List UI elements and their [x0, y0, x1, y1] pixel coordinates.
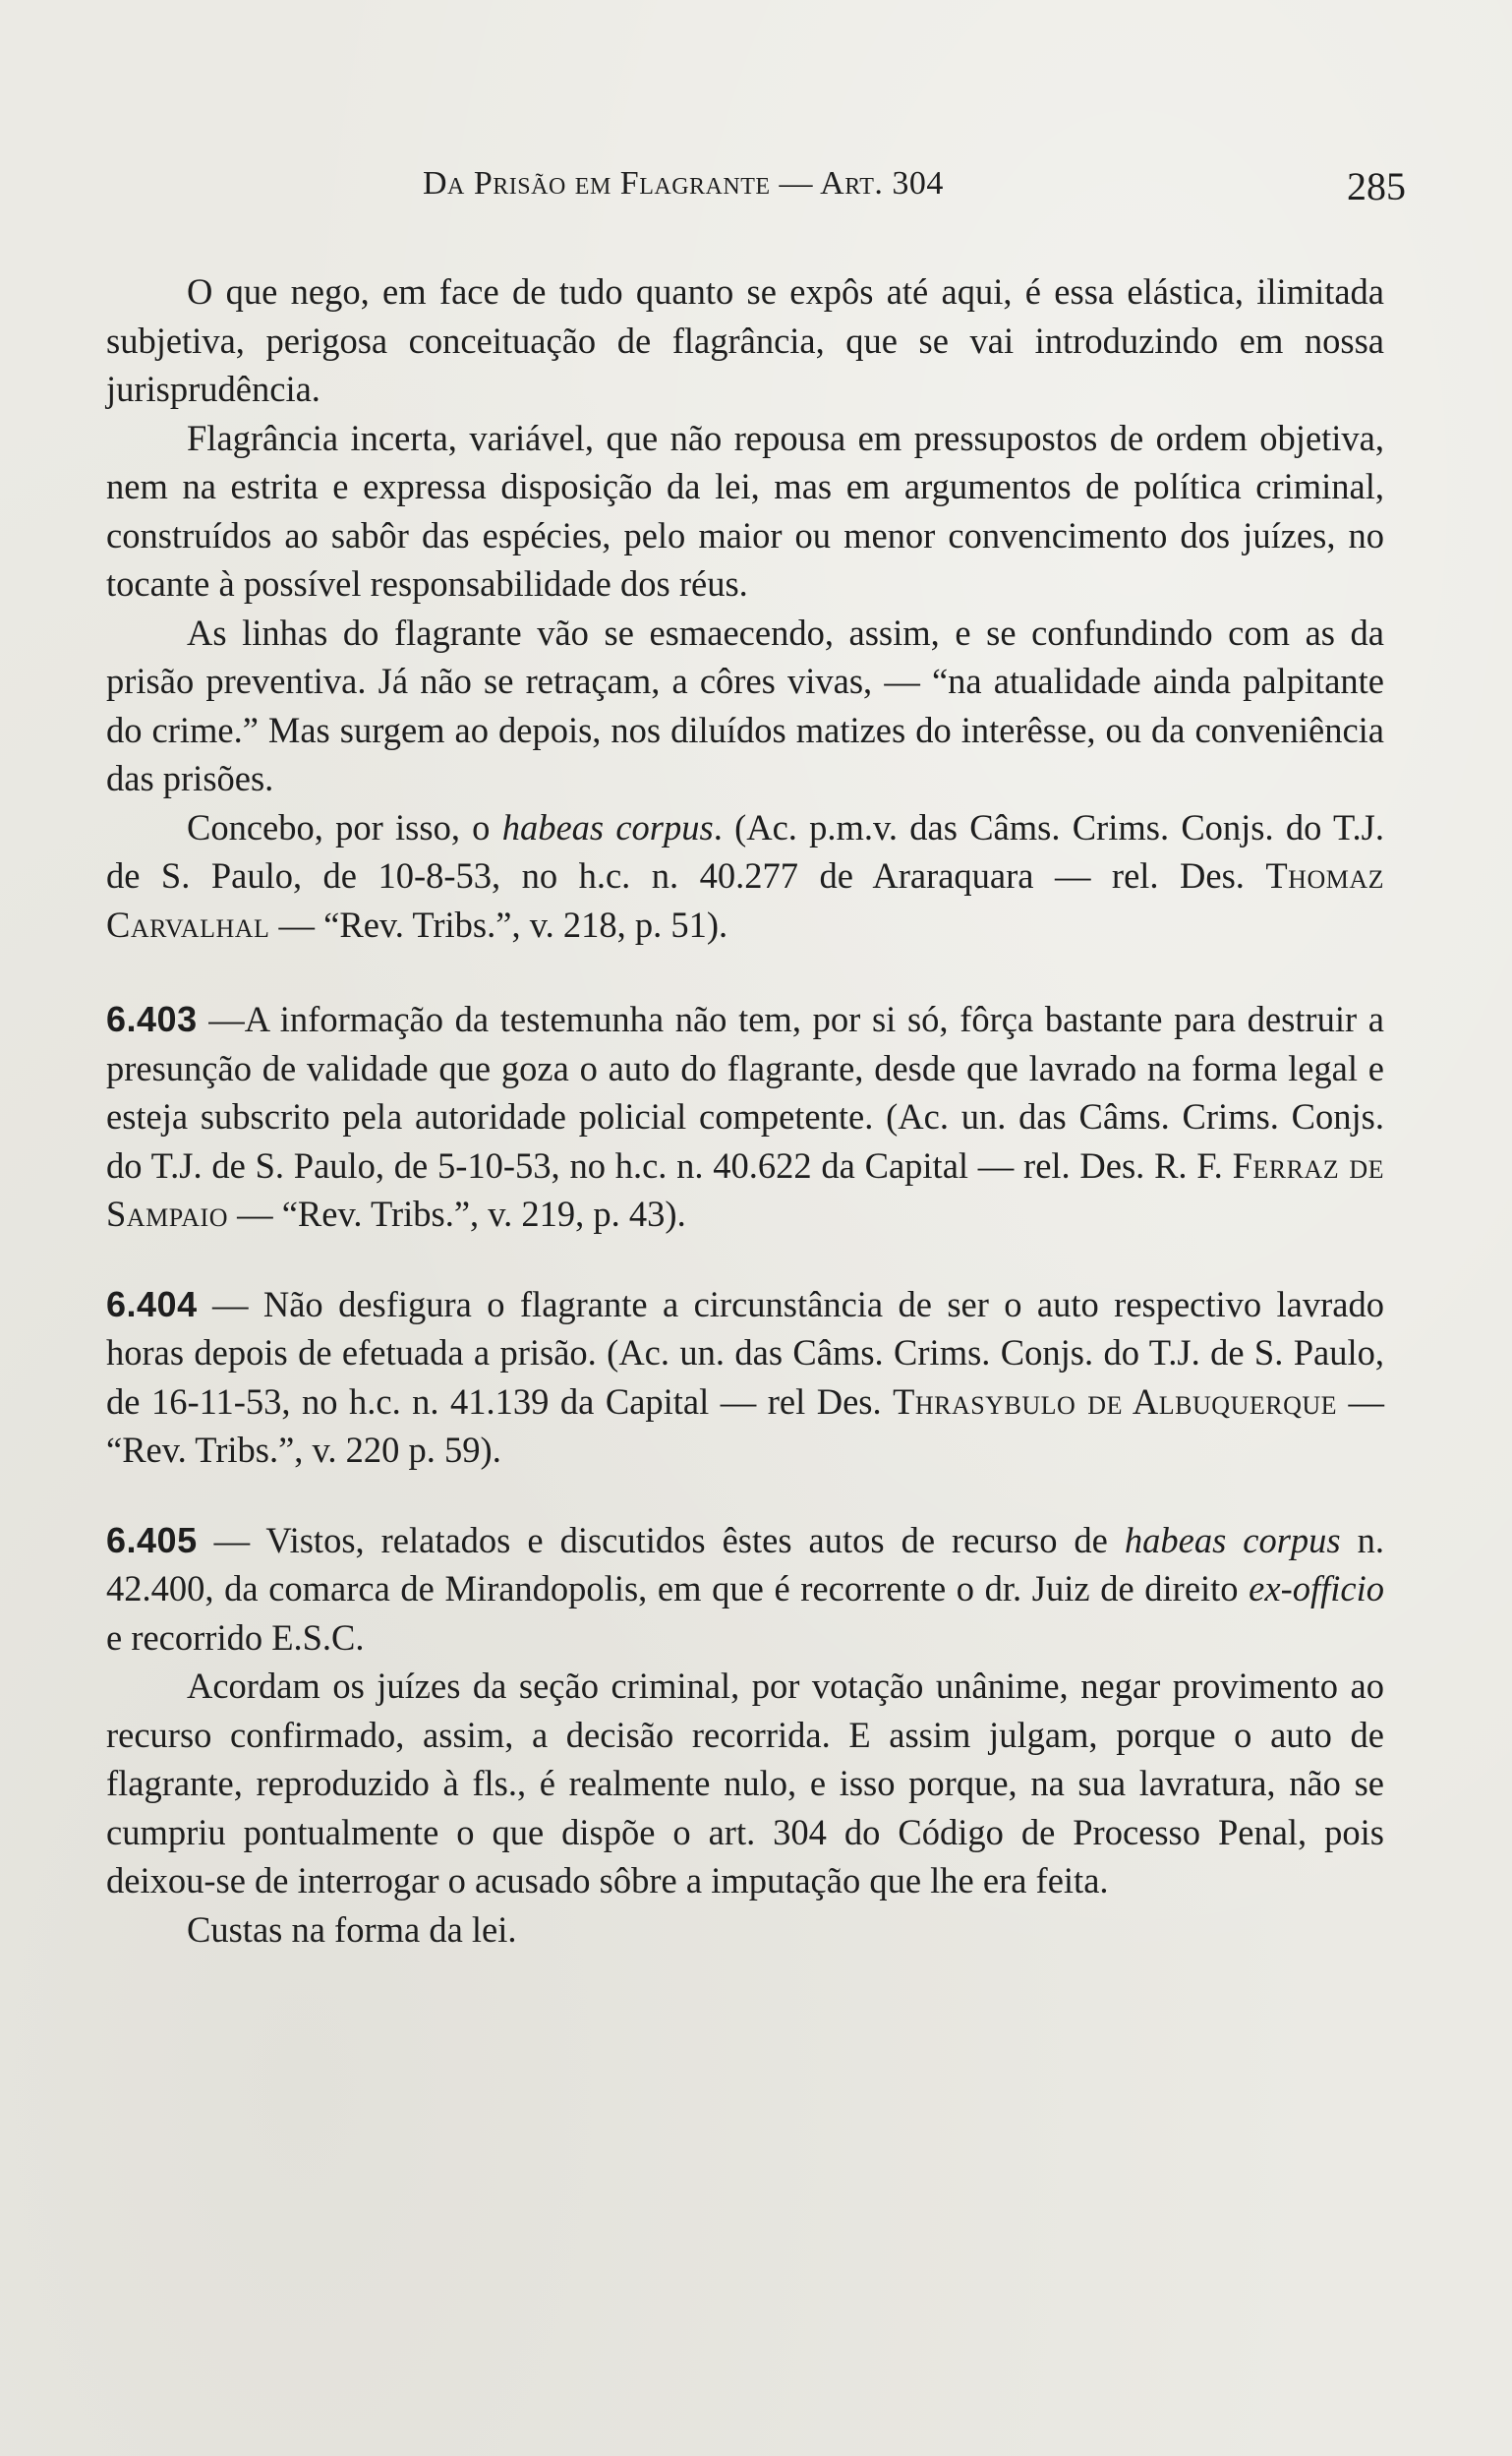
entry-number: 6.405 [106, 1519, 198, 1560]
paragraph-3: As linhas do flagrante vão se esmaecendo, assim, e se confundindo com as da prisão preventiva. Já não se retraçam, a côres vivas, — “na atualidade ainda palpitante do crime.” Mas surgem ao depois, nos diluídos matizes do interêsse, ou da conveniência das prisões. [106, 612, 1384, 798]
rapporteur-name: Thrasybulo de Albuquerque [893, 1380, 1338, 1422]
page-body [106, 267, 1384, 1954]
entry-number: 6.404 [106, 1283, 198, 1324]
rapporteur-name: Ferraz de Sampaio [106, 1144, 1384, 1234]
paragraph-5: Acordam os juízes da seção criminal, por votação unânime, negar provimento ao recurso confirmado, assim, a decisão recorrida. E assim julgam, porque o auto de flagrante, reproduzido à fls., é realmente nulo, e isso porque, na sua lavratura, não se cumpriu pontualmente o que dispõe o art. 304 do Código de Processo Penal, pois deixou-se de interrogar o acusado sôbre a imputação que lhe era feita. [106, 1666, 1384, 1900]
entry-tail: — “Rev. Tribs.”, v. 220 p. 59). [106, 1380, 1385, 1470]
page-header [423, 157, 1406, 216]
paragraph-4-lead: Concebo, por isso, o [187, 806, 502, 848]
paragraph-1: O que nego, em face de tudo quanto se expôs até aqui, é essa elástica, ilimitada subjetiva, perigosa conceituação de flagrância, que se vai introduzindo em nossa jurisprudência. [106, 271, 1384, 409]
running-head: Da Prisão em Flagrante — Art. 304 [423, 165, 944, 202]
entry-tail: e recorrido E.S.C. [106, 1616, 365, 1658]
entry-tail: — “Rev. Tribs.”, v. 219, p. 43). [227, 1194, 686, 1234]
paragraph-6: Custas na forma da lei. [187, 1908, 517, 1950]
habeas-corpus-italic: habeas corpus [501, 806, 714, 848]
paragraph-4 [106, 803, 1384, 950]
habeas-corpus-italic: habeas corpus [1124, 1519, 1341, 1560]
entry-text: — Vistos, relatados e discutidos êstes autos de recurso de [197, 1519, 1125, 1560]
entry-6404 [106, 1280, 1384, 1475]
entry-number: 6.403 [106, 999, 198, 1039]
entry-6405 [106, 1516, 1384, 1663]
rapporteur-name: Thomaz Carvalhal [106, 855, 1384, 945]
entry-text: — Não desfigura o flagrante a circunstância de ser o auto respectivo lavrado horas depois de efetuada a prisão. (Ac. un. das Câms. Crims. Conjs. do T.J. de S. Paulo, de 16-11-53, no h.c. n. 41.139 da Capital — rel Des. [106, 1283, 1384, 1422]
entry-text-mid: n. 42.400, da comarca de Mirandopolis, em que é recorrente o dr. Juiz de direito [106, 1519, 1385, 1608]
page-number: 285 [1347, 164, 1406, 208]
entry-6403 [106, 995, 1384, 1239]
ex-officio-italic: ex-officio [1249, 1568, 1384, 1608]
entry-text: —A informação da testemunha não tem, por si só, fôrça bastante para destruir a presunção de validade que goza o auto do flagrante, desde que lavrado na forma legal e esteja subscrito pela autoridade policial competente. (Ac. un. das Câms. Crims. Conjs. do T.J. de S. Paulo, de 5-10-53, no h.c. n. 40.622 da Capital — rel. Des. R. F. [106, 999, 1384, 1186]
paragraph-4-citation: . (Ac. p.m.v. das Câms. Crims. Conjs. do T.J. de S. Paulo, de 10-8-53, no h.c. n. 40.277 de Araraquara — rel. Des. [106, 806, 1385, 896]
paragraph-4-tail: — “Rev. Tribs.”, v. 218, p. 51). [269, 904, 728, 945]
paragraph-2: Flagrância incerta, variável, que não repousa em pressupostos de ordem objetiva, nem na estrita e expressa disposição da lei, mas em argumentos de política criminal, construídos ao sabôr das espécies, pelo maior ou menor convencimento dos juízes, no tocante à possível responsabilidade dos réus. [106, 417, 1384, 604]
